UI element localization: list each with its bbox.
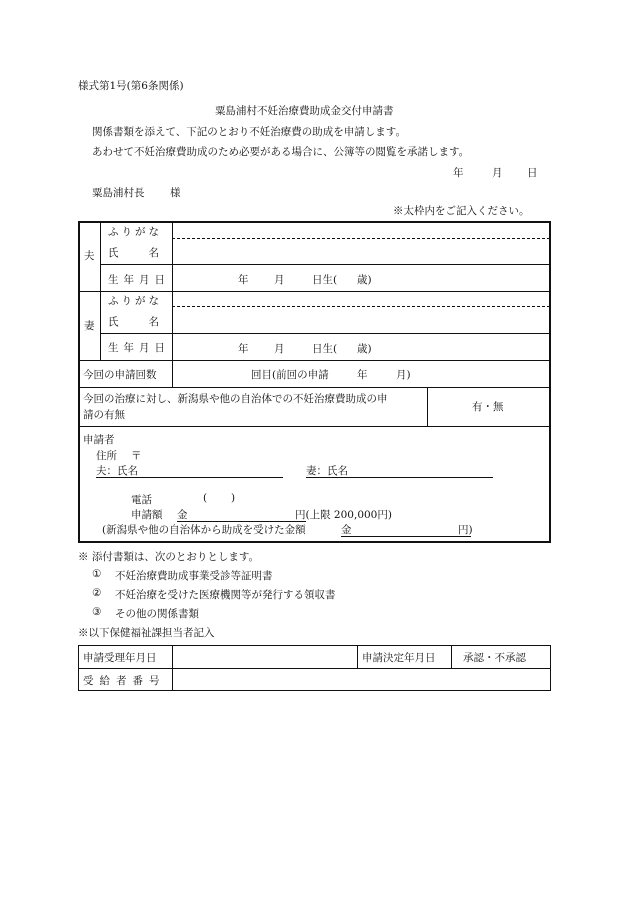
- phone-label: 電話: [131, 494, 152, 506]
- husband-furigana-label: ふりがな: [108, 226, 162, 238]
- recipient-number-field[interactable]: [173, 669, 550, 690]
- husband-dob-age: 歳): [357, 274, 372, 286]
- attachment-2-text: 不妊治療を受けた医療機関等が発行する領収書: [115, 589, 336, 601]
- wife-furigana-field[interactable]: [172, 292, 550, 306]
- amount-suffix: 円(上限 200,000円): [295, 509, 392, 521]
- wife-name-separator: [100, 333, 550, 334]
- husband-name-field[interactable]: [172, 243, 550, 264]
- amount-prefix: 金: [177, 509, 188, 521]
- previous-application-month: 月): [396, 369, 411, 381]
- decision-date-label: 申請決定年月日: [362, 652, 436, 664]
- applicant-heading: 申請者: [83, 434, 115, 446]
- count-subsidy-separator: [79, 387, 550, 388]
- husband-dob-month: 月: [274, 274, 285, 286]
- phone-paren-close: ): [231, 492, 236, 504]
- wife-name-field[interactable]: [172, 307, 550, 333]
- husband-label: 夫: [84, 250, 95, 262]
- date-year-label: 年: [453, 167, 464, 179]
- other-amount-prefix: 金: [341, 524, 352, 536]
- wife-dob-day: 日生(: [312, 343, 338, 355]
- form-number: 様式第1号(第6条関係): [78, 80, 184, 92]
- office-use-heading: ※以下保健福祉課担当者記入: [78, 627, 215, 639]
- wife-label: 妻: [84, 320, 95, 332]
- wife-dob-label: 生年月日: [108, 342, 170, 354]
- other-subsidy-question-line1: 今回の治療に対し、新潟県や他の自治体での不妊治療費助成の申: [83, 393, 388, 405]
- other-amount-label: (新潟県や他の自治体から助成を受けた金額: [102, 524, 306, 536]
- attachment-3-text: その他の関係書類: [115, 608, 199, 620]
- other-amount-field-line[interactable]: [341, 536, 471, 537]
- subsidy-applicant-separator: [79, 426, 550, 427]
- wife-furigana-label: ふりがな: [108, 295, 162, 307]
- attachments-heading: ※ 添付書類は、次のとおりとします。: [78, 551, 259, 563]
- recipient-number-label: 受給者番号: [83, 675, 166, 687]
- wife-signature-label: 妻：氏名: [306, 465, 348, 477]
- intro-text-1: 関係書類を添えて、下記のとおり不妊治療費の助成を申請します。: [92, 126, 406, 138]
- application-count-times: 回目(前回の申請: [251, 369, 329, 381]
- husband-name-label: 氏名: [108, 247, 189, 259]
- husband-dob-year: 年: [238, 274, 249, 286]
- wife-signature-line[interactable]: [306, 477, 493, 478]
- wife-name-label: 氏名: [108, 316, 189, 328]
- date-day-label: 日: [527, 167, 538, 179]
- receipt-date-label: 申請受理年月日: [83, 652, 157, 664]
- attachment-1-number: ①: [92, 568, 102, 580]
- fill-instruction: ※太枠内をご記入ください。: [393, 205, 530, 217]
- other-subsidy-answer[interactable]: 有・無: [472, 401, 504, 413]
- form-title: 粟島浦村不妊治療費助成金交付申請書: [215, 105, 394, 117]
- other-subsidy-question-line2: 請の有無: [83, 409, 125, 421]
- office-decision-divider-left: [357, 645, 358, 668]
- office-decision-divider-right: [451, 645, 452, 668]
- postal-mark: 〒: [131, 450, 142, 462]
- previous-application-year: 年: [357, 369, 368, 381]
- husband-dob-day: 日生(: [312, 274, 338, 286]
- amount-label: 申請額: [131, 509, 163, 521]
- receipt-date-field[interactable]: [173, 646, 357, 668]
- attachment-1-text: 不妊治療費助成事業受診等証明書: [115, 570, 273, 582]
- date-month-label: 月: [492, 167, 503, 179]
- wife-dob-year: 年: [238, 343, 249, 355]
- approval-status[interactable]: 承認・不承認: [463, 652, 526, 664]
- other-amount-suffix: 円): [458, 524, 473, 536]
- intro-text-2: あわせて不妊治療費助成のため必要がある場合に、公簿等の閲覧を承諾します。: [92, 146, 470, 158]
- husband-signature-label: 夫：氏名: [96, 465, 138, 477]
- wife-dob-month: 月: [274, 343, 285, 355]
- addressee-name: 粟島浦村長: [92, 187, 145, 199]
- wife-dob-age: 歳): [357, 343, 372, 355]
- wife-count-separator: [79, 360, 550, 361]
- address-label: 住所: [96, 450, 117, 462]
- husband-dob-label: 生年月日: [108, 274, 170, 286]
- phone-paren-open: (: [203, 492, 208, 504]
- attachment-3-number: ③: [92, 606, 102, 618]
- subsidy-answer-divider: [427, 387, 428, 426]
- addressee-honorific: 様: [170, 187, 181, 199]
- husband-signature-line[interactable]: [96, 477, 283, 478]
- husband-name-separator: [100, 264, 550, 265]
- application-count-label: 今回の申請回数: [83, 369, 157, 381]
- attachment-2-number: ②: [92, 587, 102, 599]
